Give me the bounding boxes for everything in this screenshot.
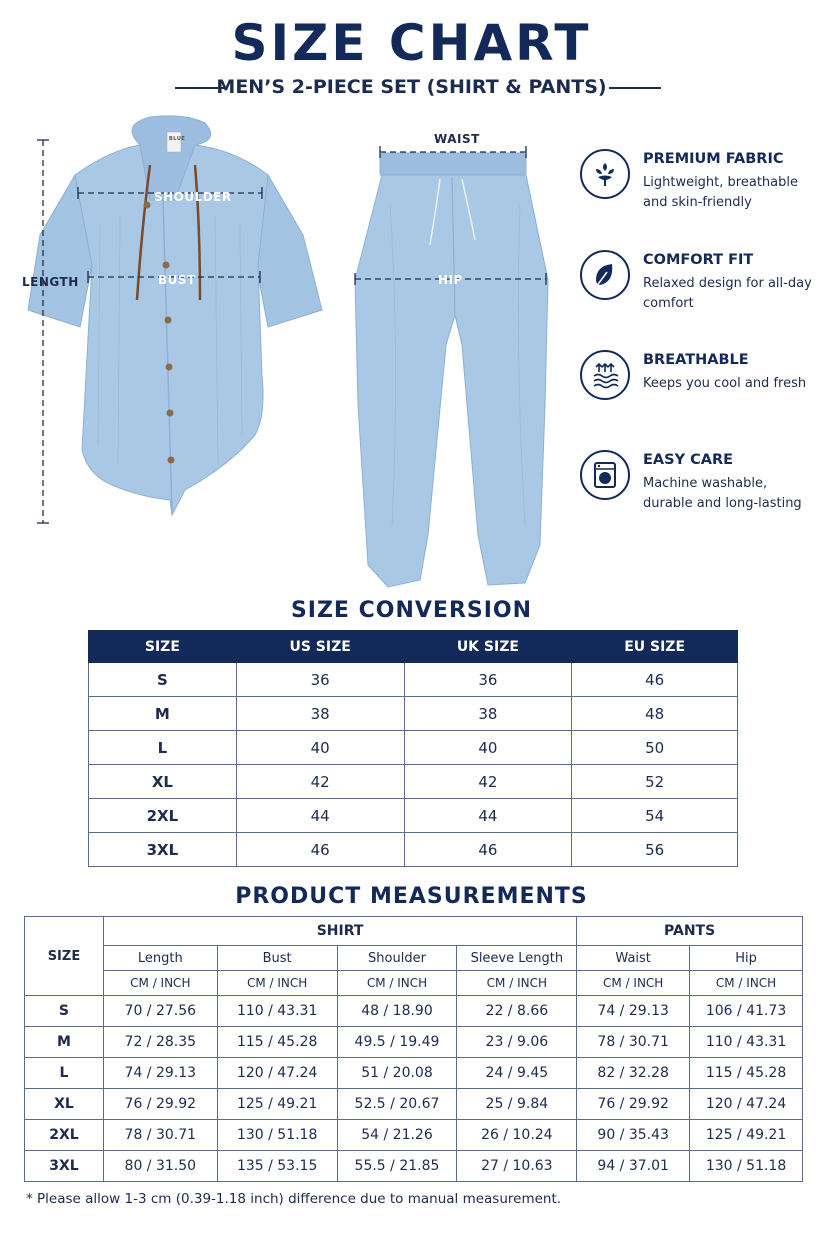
unit-label: CM / INCH (457, 971, 577, 996)
feature-comfort-fit (578, 246, 818, 326)
table-cell: 48 (572, 697, 738, 731)
product-measurements-title: PRODUCT MEASUREMENTS (235, 884, 588, 909)
table-cell: 38 (236, 697, 404, 731)
washing-machine-icon (580, 450, 630, 500)
bust-label: BUST (158, 273, 196, 287)
table-cell: 54 (572, 799, 738, 833)
size-cell: M (25, 1027, 104, 1058)
table-cell: 74 / 29.13 (103, 1058, 217, 1089)
feature-desc: Lightweight, breathable and skin-friendly (643, 175, 798, 210)
table-cell: 56 (572, 833, 738, 867)
table-cell: 76 / 29.92 (103, 1089, 217, 1120)
table-cell: 110 / 43.31 (217, 996, 337, 1027)
feature-title: EASY CARE (643, 452, 734, 468)
subtitle-bar (0, 76, 823, 100)
table-cell: 44 (236, 799, 404, 833)
column-header: Bust (217, 946, 337, 971)
feature-breathable (578, 346, 818, 426)
unit-label: CM / INCH (690, 971, 803, 996)
size-cell: 2XL (89, 799, 237, 833)
pants-illustration (355, 153, 548, 587)
size-conversion-title: SIZE CONVERSION (290, 598, 533, 623)
size-cell: M (89, 697, 237, 731)
cotton-icon (580, 149, 630, 199)
size-cell: XL (89, 765, 237, 799)
table-cell: 55.5 / 21.85 (337, 1151, 457, 1182)
table-cell: 49.5 / 19.49 (337, 1027, 457, 1058)
table-cell: 23 / 9.06 (457, 1027, 577, 1058)
column-header: Hip (690, 946, 803, 971)
unit-label: CM / INCH (217, 971, 337, 996)
feature-desc: Relaxed design for all-day comfort (643, 276, 812, 311)
measurement-note: * Please allow 1-3 cm (0.39-1.18 inch) difference due to manual measurement. (26, 1191, 562, 1207)
size-conversion-table (88, 630, 738, 867)
table-cell: 22 / 8.66 (457, 996, 577, 1027)
table-cell: 40 (236, 731, 404, 765)
leaf-icon (580, 250, 630, 300)
table-cell: 52 (572, 765, 738, 799)
pants-group-header: PANTS (577, 917, 803, 946)
table-cell: 120 / 47.24 (690, 1089, 803, 1120)
table-cell: 115 / 45.28 (217, 1027, 337, 1058)
column-header: Sleeve Length (457, 946, 577, 971)
feature-premium-fabric (578, 145, 818, 225)
waist-label: WAIST (434, 132, 480, 146)
table-cell: 51 / 20.08 (337, 1058, 457, 1089)
table-row (89, 663, 738, 697)
table-row (25, 1120, 803, 1151)
table-cell: 74 / 29.13 (577, 996, 690, 1027)
size-cell: S (25, 996, 104, 1027)
subtitle-rule-right (609, 87, 661, 89)
table-cell: 78 / 30.71 (577, 1027, 690, 1058)
table-cell: 40 (404, 731, 572, 765)
table-cell: 38 (404, 697, 572, 731)
page-title: SIZE CHART (231, 14, 592, 72)
table-cell: 94 / 37.01 (577, 1151, 690, 1182)
feature-title: BREATHABLE (643, 352, 749, 368)
column-header: Length (103, 946, 217, 971)
conversion-header: US SIZE (236, 631, 404, 663)
size-header: SIZE (25, 917, 104, 996)
size-cell: 3XL (25, 1151, 104, 1182)
table-cell: 110 / 43.31 (690, 1027, 803, 1058)
unit-label: CM / INCH (337, 971, 457, 996)
size-cell: S (89, 663, 237, 697)
length-label: LENGTH (22, 275, 79, 289)
table-cell: 82 / 32.28 (577, 1058, 690, 1089)
table-cell: 54 / 21.26 (337, 1120, 457, 1151)
table-cell: 42 (236, 765, 404, 799)
table-row (25, 1058, 803, 1089)
table-cell: 46 (404, 833, 572, 867)
table-row (25, 1089, 803, 1120)
table-cell: 52.5 / 20.67 (337, 1089, 457, 1120)
table-cell: 36 (236, 663, 404, 697)
table-cell: 90 / 35.43 (577, 1120, 690, 1151)
size-cell: XL (25, 1089, 104, 1120)
table-row (89, 799, 738, 833)
airflow-icon (580, 350, 630, 400)
table-cell: 106 / 41.73 (690, 996, 803, 1027)
unit-label: CM / INCH (577, 971, 690, 996)
size-cell: L (89, 731, 237, 765)
table-row (25, 996, 803, 1027)
feature-desc: Machine washable, durable and long-lasting (643, 476, 802, 511)
table-cell: 36 (404, 663, 572, 697)
size-cell: 3XL (89, 833, 237, 867)
table-cell: 70 / 27.56 (103, 996, 217, 1027)
shoulder-label: SHOULDER (154, 190, 232, 204)
table-cell: 78 / 30.71 (103, 1120, 217, 1151)
feature-desc: Keeps you cool and fresh (643, 376, 807, 391)
table-cell: 130 / 51.18 (690, 1151, 803, 1182)
conversion-header: EU SIZE (572, 631, 738, 663)
table-cell: 27 / 10.63 (457, 1151, 577, 1182)
table-row (89, 697, 738, 731)
unit-label: CM / INCH (103, 971, 217, 996)
table-cell: 25 / 9.84 (457, 1089, 577, 1120)
table-cell: 24 / 9.45 (457, 1058, 577, 1089)
unit-row (25, 971, 803, 996)
shirt-illustration (28, 116, 322, 515)
conversion-header-row (89, 631, 738, 663)
table-cell: 48 / 18.90 (337, 996, 457, 1027)
table-row (25, 1151, 803, 1182)
table-cell: 26 / 10.24 (457, 1120, 577, 1151)
table-cell: 46 (236, 833, 404, 867)
table-cell: 72 / 28.35 (103, 1027, 217, 1058)
table-cell: 44 (404, 799, 572, 833)
column-header: Waist (577, 946, 690, 971)
table-cell: 42 (404, 765, 572, 799)
table-cell: 130 / 51.18 (217, 1120, 337, 1151)
table-cell: 120 / 47.24 (217, 1058, 337, 1089)
column-header-row (25, 946, 803, 971)
table-cell: 135 / 53.15 (217, 1151, 337, 1182)
conversion-header: UK SIZE (404, 631, 572, 663)
table-row (89, 765, 738, 799)
conversion-header: SIZE (89, 631, 237, 663)
table-cell: 46 (572, 663, 738, 697)
shirt-group-header: SHIRT (103, 917, 576, 946)
feature-easy-care (578, 446, 818, 526)
table-cell: 115 / 45.28 (690, 1058, 803, 1089)
shirt-tag: BLUE (169, 136, 186, 142)
table-cell: 125 / 49.21 (690, 1120, 803, 1151)
feature-title: PREMIUM FABRIC (643, 151, 784, 167)
table-cell: 125 / 49.21 (217, 1089, 337, 1120)
product-measurements-table (24, 916, 803, 1182)
table-cell: 76 / 29.92 (577, 1089, 690, 1120)
size-cell: L (25, 1058, 104, 1089)
group-header-row (25, 917, 803, 946)
table-row (89, 731, 738, 765)
table-row (25, 1027, 803, 1058)
column-header: Shoulder (337, 946, 457, 971)
size-cell: 2XL (25, 1120, 104, 1151)
table-row (89, 833, 738, 867)
hip-label: HIP (438, 273, 463, 287)
table-cell: 50 (572, 731, 738, 765)
table-cell: 80 / 31.50 (103, 1151, 217, 1182)
feature-title: COMFORT FIT (643, 252, 754, 268)
page-subtitle: MEN’S 2-PIECE SET (SHIRT & PANTS) (216, 76, 607, 98)
